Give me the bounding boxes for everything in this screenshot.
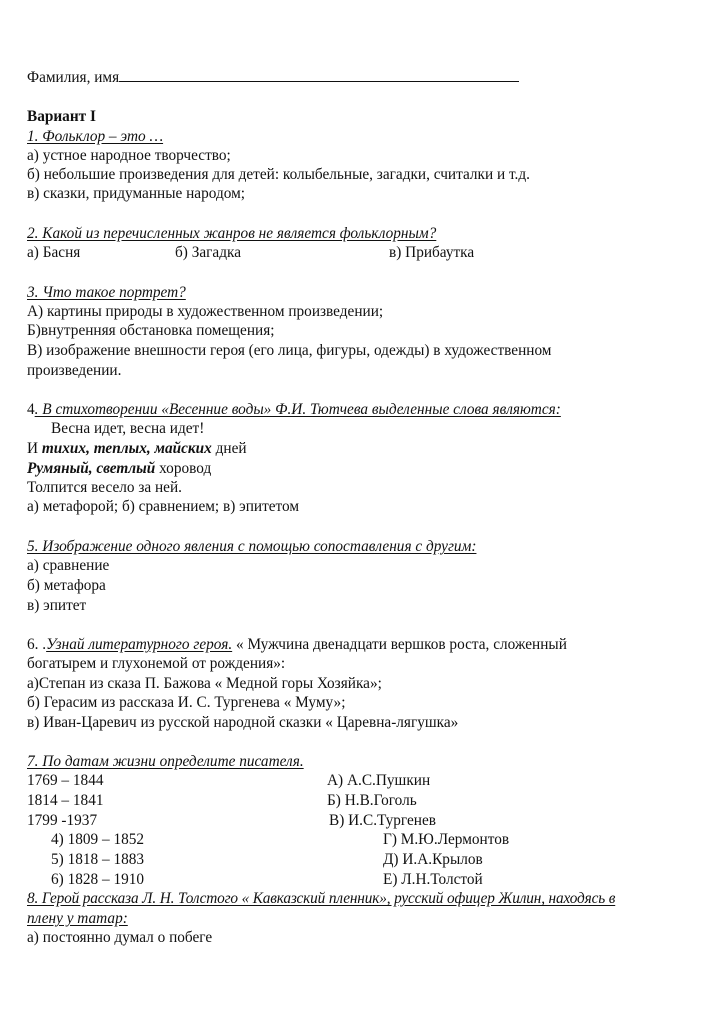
question-8-cont: плену у татар: [27,910,128,927]
q7-date-6: 6) 1828 – 1910 [51,871,145,888]
q6-quote-1: « Мужчина двенадцати вершков роста, сложенный [232,636,567,653]
q2-option-b: б) Загадка [175,244,241,261]
q6-number: 6. . [27,636,47,653]
q3-option-c-cont: произведении. [27,362,122,379]
q4-poem-line-4: Толпится весело за ней. [27,479,182,496]
q7-writer-e: Д) И.А.Крылов [383,851,483,868]
q4-poem-line-2-pre: И [27,440,42,457]
q7-writer-c: В) И.С.Тургенев [329,812,436,829]
q7-date-2: 1814 – 1841 [27,792,104,809]
q4-poem-line-2 [27,439,247,458]
q4-poem-line-3 [27,459,211,478]
q6-option-b: б) Герасим из рассказа И. С. Тургенева « Муму»; [27,694,346,711]
name-blank-line[interactable] [119,67,519,82]
q4-options: а) метафорой; б) сравнением; в) эпитетом [27,498,300,515]
question-1: 1. Фольклор – это … [27,128,164,145]
q7-writer-b: Б) Н.В.Гоголь [327,792,417,809]
q7-date-4: 4) 1809 – 1852 [51,831,145,848]
q4-number: 4 [27,401,35,418]
q4-poem-line-3-post: хоровод [155,460,212,477]
q6-quote-2: богатырем и глухонемой от рождения»: [27,655,286,672]
q7-date-3: 1799 -1937 [27,812,98,829]
question-4 [27,400,561,419]
q7-date-5: 5) 1818 – 1883 [51,851,145,868]
q4-text: . В стихотворении «Весенние воды» Ф.И. Тютчева выделенные слова являются: [34,401,561,418]
question-8: 8. Герой рассказа Л. Н. Толстого « Кавказский пленник», русский офицер Жилин, находясь в [27,890,616,907]
q7-writer-f: Е) Л.Н.Толстой [383,871,483,888]
q6-option-c: в) Иван-Царевич из русской народной сказки « Царевна-лягушка» [27,714,459,731]
q4-poem-line-1: Весна идет, весна идет! [51,420,205,437]
name-label: Фамилия, имя [27,69,120,86]
q1-option-b: б) небольшие произведения для детей: колыбельные, загадки, считалки и т.д. [27,166,530,183]
question-2: 2. Какой из перечисленных жанров не является фольклорным? [27,225,437,242]
q8-option-a: а) постоянно думал о побеге [27,929,213,946]
q1-option-c: в) сказки, придуманные народом; [27,185,246,202]
q4-highlighted-words-2: Румяный, светлый [27,460,156,477]
q3-option-b: Б)внутренняя обстановка помещения; [27,322,275,339]
question-7: 7. По датам жизни определите писателя. [27,753,304,770]
q7-writer-a: А) А.С.Пушкин [327,772,431,789]
q5-option-b: б) метафора [27,577,106,594]
q2-option-a: а) Басня [27,244,81,261]
question-3: 3. Что такое портрет? [27,284,186,301]
q4-highlighted-words-1: тихих, теплых, майских [41,440,212,457]
q6-option-a: а)Степан из сказа П. Бажова « Медной горы Хозяйка»; [27,675,382,692]
q6-text: Узнай литературного героя. [46,636,233,653]
q5-option-a: а) сравнение [27,557,110,574]
q5-option-c: в) эпитет [27,597,87,614]
variant-title: Вариант I [27,108,96,125]
question-6 [27,635,567,654]
q4-poem-line-2-post: дней [211,440,247,457]
q2-option-c: в) Прибаутка [389,244,475,261]
q1-option-a: а) устное народное творчество; [27,147,231,164]
name-field [27,67,519,87]
q7-writer-d: Г) М.Ю.Лермонтов [383,831,510,848]
q7-date-1: 1769 – 1844 [27,772,104,789]
q3-option-a: А) картины природы в художественном произведении; [27,303,384,320]
q3-option-c: В) изображение внешности героя (его лица, фигуры, одежды) в художественном [27,342,552,359]
question-5: 5. Изображение одного явления с помощью сопоставления с другим: [27,538,477,555]
